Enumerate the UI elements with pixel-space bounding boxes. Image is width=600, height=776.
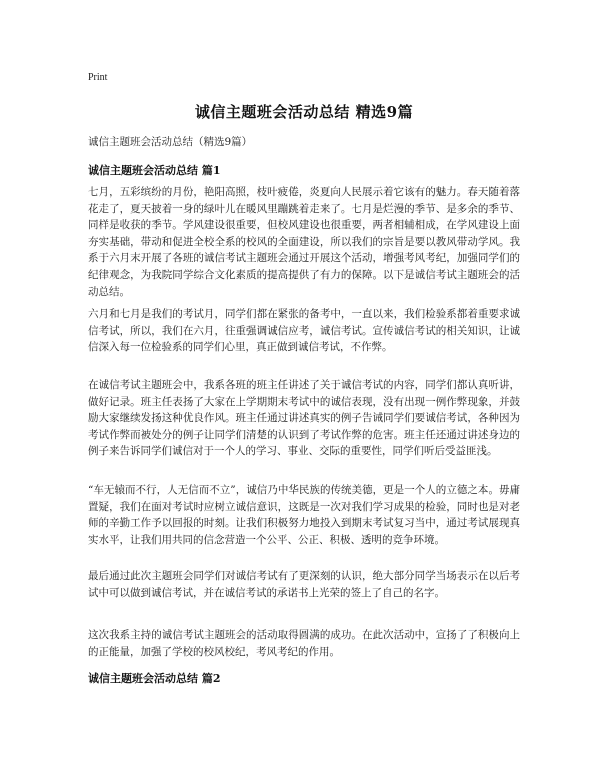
paragraph-6: 这次我系主持的诚信考试主题班会的活动取得圆满的成功。在此次活动中，宣扬了了积极向上的正能量，加强了学校的校风校纪，考风考纪的作用。: [88, 629, 520, 658]
section-heading-1: 诚信主题班会活动总结 篇1: [88, 164, 221, 177]
document-subtitle: 诚信主题班会活动总结（精选9篇）: [88, 136, 253, 148]
paragraph-2: 六月和七月是我们的考试月，同学们都在紧张的备考中，一直以来，我们检验系都着重要求诚信考试，所以，我们在六月，往重强调诚信应考，诚信考试。宣传诚信考试的相关知识，让诚信深入每一位检验系的同学们心里，真正做到诚信考试，不作弊。: [88, 308, 520, 354]
section-heading-2: 诚信主题班会活动总结 篇2: [88, 672, 221, 685]
paragraph-3: 在诚信考试主题班会中，我系各班的班主任讲述了关于诚信考试的内容，同学们都认真听讲，做好记录。班主任表扬了大家在上学期期末考试中的诚信表现，没有出现一例作弊现象，并鼓励大家继续发扬这种优良作风。班主任通过讲述真实的例子告诫同学们要诚信考试，各种因为考试作弊而被处分的例子让同学们清楚的认识到了考试作弊的危害。班主任还通过讲述身边的例子来告诉同学们诚信对于一个人的学习、事业、交际的重要性，同学们听后受益匪浅。: [88, 379, 520, 458]
print-label: Print: [88, 72, 108, 83]
paragraph-4: “车无辕而不行，人无信而不立”，诚信乃中华民族的传统美德，更是一个人的立德之本。毋庸置疑，我们在面对考试时应树立诚信意识，这既是一次对我们学习成果的检验，同时也是对老师的辛勤工作予以回报的时刻。让我们积极努力地投入到期末考试复习当中，通过考试展现真实水平，让我们用共同的信念营造一个公平、公正、积极、透明的竞争环境。: [88, 484, 520, 546]
paragraph-1: 七月，五彩缤纷的月份，艳阳高照，枝叶疲倦，炎夏向人民展示着它该有的魅力。春天随着落花走了，夏天披着一身的绿叶儿在暖风里蹦跳着走来了。七月是烂漫的季节、是多余的季节、同样是收获的季节。学风建设很重要，但校风建设也很重要，两者相辅相成，在学风建设上面夯实基础，带动和促进全校全系的校风的全面建设，所以我们的宗旨是要以教风带动学风。我系于六月末开展了各班的诚信考试主题班会通过开展这个活动，增强考风考纪，加强同学们的纪律观念，为我院同学综合文化素质的提高提供了有力的保障。以下是诚信考试主题班会的活动总结。: [88, 186, 520, 298]
paragraph-5: 最后通过此次主题班会同学们对诚信考试有了更深刻的认识，绝大部分同学当场表示在以后考试中可以做到诚信考试，并在诚信考试的承诺书上光荣的签上了自己的名字。: [88, 570, 520, 599]
document-title: 诚信主题班会活动总结 精选9篇: [194, 103, 414, 121]
